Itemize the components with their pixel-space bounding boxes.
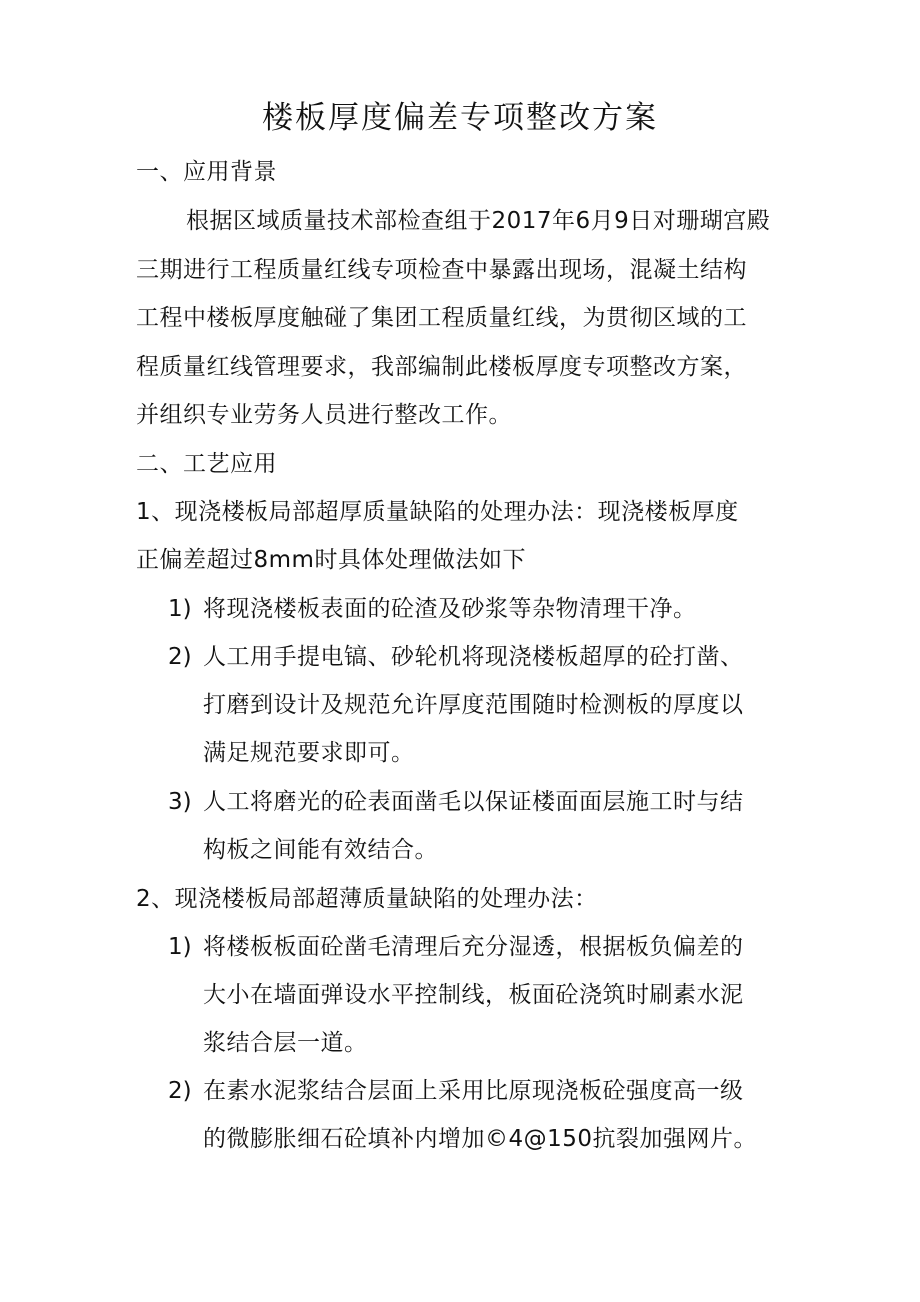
document-title: 楼板厚度偏差专项整改方案: [262, 100, 658, 136]
section-heading: 一、应用背景: [136, 159, 277, 185]
section-heading: 二、工艺应用: [136, 451, 277, 477]
paragraph-line: 工程中楼板厚度触碰了集团工程质量红线，为贯彻区域的工: [136, 305, 747, 331]
list-item-line: 满足规范要求即可。: [203, 740, 415, 766]
list-item-line: 大小在墙面弹设水平控制线，板面砼浇筑时刷素水泥: [203, 982, 744, 1008]
list-item-line: 构板之间能有效结合。: [203, 837, 438, 863]
list-marker: 2): [168, 1078, 192, 1104]
list-item-line: 的微膨胀细石砼填补内增加©4@150抗裂加强网片。: [203, 1126, 758, 1152]
list-item-line: 人工用手提电镐、砂轮机将现浇楼板超厚的砼打凿、: [203, 644, 744, 670]
paragraph-line: 程质量红线管理要求，我部编制此楼板厚度专项整改方案，: [136, 354, 747, 380]
list-item-line: 将楼板板面砼凿毛清理后充分湿透，根据板负偏差的: [203, 934, 744, 960]
list-item-line: 在素水泥浆结合层面上采用比原现浇板砼强度高一级: [203, 1078, 744, 1104]
paragraph-line: 并组织专业劳务人员进行整改工作。: [136, 402, 512, 428]
subsection-line: 1、现浇楼板局部超厚质量缺陷的处理办法：现浇楼板厚度: [136, 499, 739, 525]
list-item-line: 浆结合层一道。: [203, 1030, 368, 1056]
list-item-line: 将现浇楼板表面的砼渣及砂浆等杂物清理干净。: [203, 596, 697, 622]
list-item-line: 人工将磨光的砼表面凿毛以保证楼面面层施工时与结: [203, 789, 744, 815]
subsection-line: 正偏差超过8mm时具体处理做法如下: [136, 547, 526, 573]
list-marker: 2): [168, 644, 192, 670]
list-marker: 1): [168, 596, 192, 622]
list-marker: 1): [168, 934, 192, 960]
subsection-line: 2、现浇楼板局部超薄质量缺陷的处理办法：: [136, 886, 598, 912]
paragraph-line: 三期进行工程质量红线专项检查中暴露出现场，混凝土结构: [136, 257, 747, 283]
list-marker: 3): [168, 789, 192, 815]
list-item-line: 打磨到设计及规范允许厚度范围随时检测板的厚度以: [203, 692, 744, 718]
paragraph-line: 根据区域质量技术部检查组于2017年6月9日对珊瑚宫殿: [186, 208, 771, 234]
